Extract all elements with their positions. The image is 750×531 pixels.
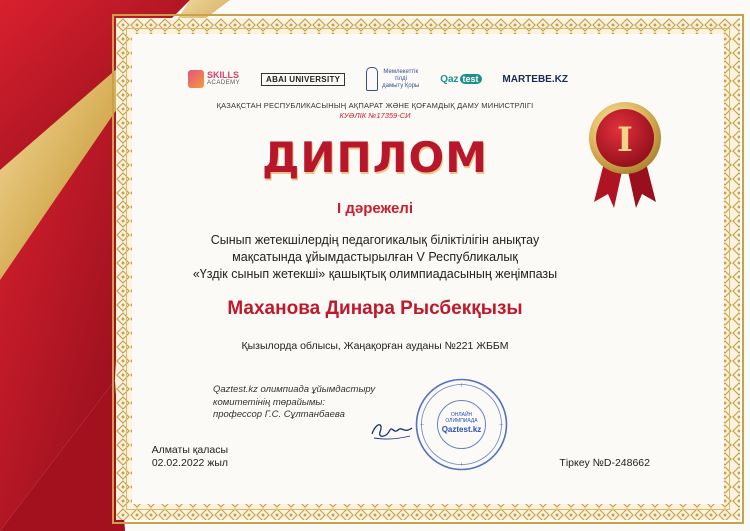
first-place-medal [580, 100, 670, 210]
stamp-brand: Qaztest.kz [441, 425, 482, 434]
issue-date: 02.02.2022 жыл [151, 457, 228, 469]
skills-logo-subtitle: ACADEMY [207, 80, 241, 86]
fund-logo-line3: дамыту Қоры [382, 82, 420, 89]
skills-logo-icon [188, 70, 204, 88]
partner-logos [188, 62, 568, 96]
degree-label: І дәрежелі [337, 200, 413, 217]
issue-city: Алматы қаласы [151, 444, 228, 456]
official-stamp [414, 377, 509, 472]
diploma-title: ДИПЛОМ [261, 133, 489, 182]
issue-place-date [128, 444, 228, 470]
chair-line1: Qaztest.kz олимпиада ұйымдастыру [213, 384, 376, 395]
fund-logo-line2: тілді [394, 75, 407, 82]
description-line3: «Үздік сынып жетекші» қашықтық олимпиадасының жеңімпазы [192, 267, 558, 281]
abai-university-logo: ABAI UNIVERSITY [261, 73, 345, 86]
fund-logo-icon [366, 67, 378, 91]
stamp-center-top: ОНЛАЙН [450, 412, 473, 418]
description-line2: мақсатында ұйымдастырылған V Республикалық [232, 250, 518, 264]
winner-name: Маханова Динара Рысбекқызы [227, 298, 523, 319]
skills-logo-title: SKILLS [207, 70, 240, 80]
qaztest-logo [440, 74, 481, 85]
fund-logo-line1: Мемлекеттік [383, 68, 419, 75]
chair-line2: комитетінің төрайымы: [213, 396, 326, 408]
qaztest-logo-qaz: Qaz [440, 73, 459, 85]
chair-line3: профессор Г.С. Сұлтанбаева [213, 409, 345, 420]
chair-signature [368, 420, 416, 444]
description-line1: Сынып жетекшілердің педагогикалық біліктілігін анықтау [210, 233, 540, 247]
ministry-line: ҚАЗАҚСТАН РЕСПУБЛИКАСЫНЫҢ АҚПАРАТ ЖӘНЕ ҚОҒАМДЫҚ ДАМУ МИНИСТРЛІГІ [216, 101, 534, 110]
award-description [150, 232, 600, 283]
committee-chair [213, 384, 423, 422]
medal-numeral: I [617, 120, 633, 160]
qaztest-logo-test: test [460, 74, 482, 84]
martebe-logo: MARTEBE.KZ [502, 73, 568, 85]
school-location: Қызылорда облысы, Жаңақорған ауданы №221 ЖББМ [241, 340, 509, 352]
skills-academy-logo [188, 70, 240, 88]
stamp-center-mid: ОЛИМПИАДА [445, 418, 478, 424]
license-number: КУӘЛІК №17359-СИ [339, 111, 411, 120]
state-language-fund-logo [366, 67, 419, 91]
registration-number: Тіркеу №D-248662 [559, 457, 650, 469]
